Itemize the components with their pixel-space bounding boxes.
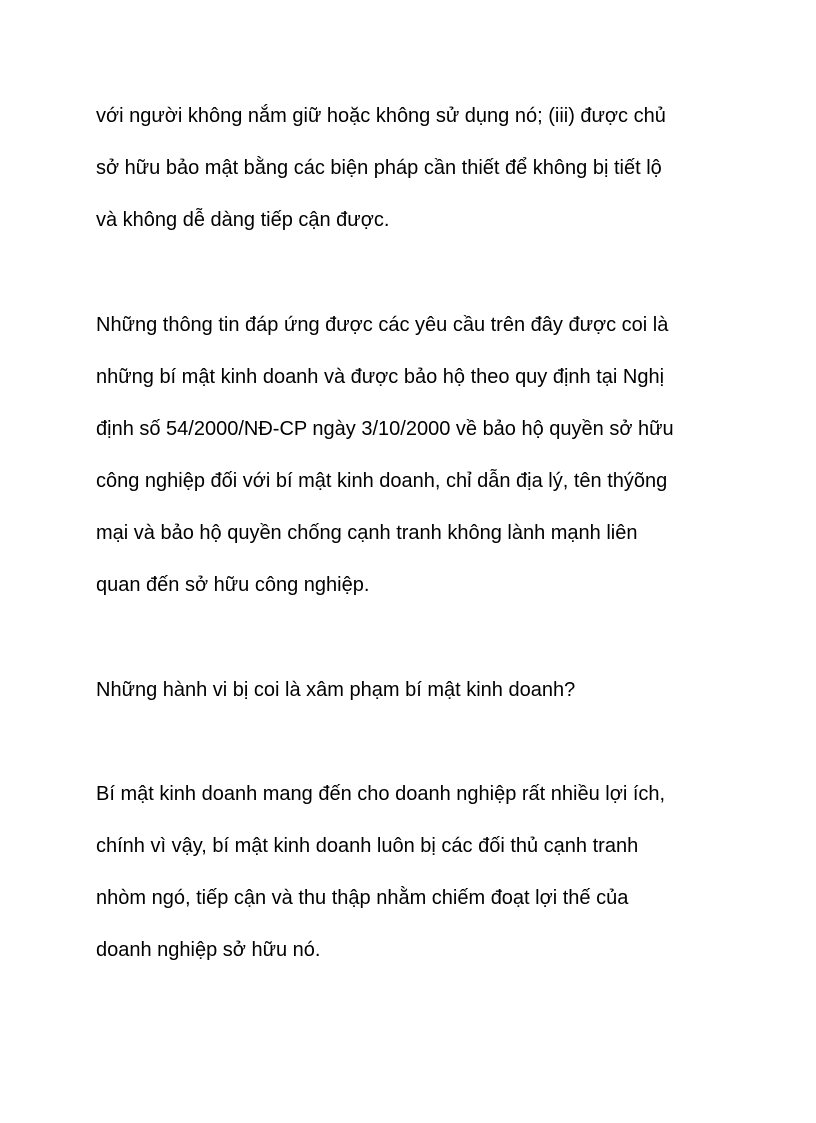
text-line: và không dễ dàng tiếp cận được. <box>96 209 390 231</box>
text-line: với người không nắm giữ hoặc không sử dụng nó; (iii) được chủ <box>96 105 666 127</box>
text-line: những bí mật kinh doanh và được bảo hộ theo quy định tại Nghị <box>96 366 665 388</box>
paragraph-3 <box>96 768 736 976</box>
text-line: Những hành vi bị coi là xâm phạm bí mật kinh doanh? <box>96 679 576 701</box>
text-line: doanh nghiệp sở hữu nó. <box>96 939 321 961</box>
text-line: công nghiệp đối với bí mật kinh doanh, chỉ dẫn địa lý, tên thýõng <box>96 470 668 492</box>
text-line: Những thông tin đáp ứng được các yêu cầu trên đây được coi là <box>96 314 669 336</box>
paragraph-2 <box>96 299 736 611</box>
text-line: định số 54/2000/NĐ-CP ngày 3/10/2000 về bảo hộ quyền sở hữu <box>96 418 674 440</box>
section-heading <box>96 664 736 716</box>
text-line: nhòm ngó, tiếp cận và thu thập nhằm chiếm đoạt lợi thế của <box>96 887 629 909</box>
text-line: quan đến sở hữu công nghiệp. <box>96 574 370 596</box>
text-line: sở hữu bảo mật bằng các biện pháp cần thiết để không bị tiết lộ <box>96 157 662 179</box>
paragraph-1 <box>96 90 736 246</box>
text-line: mại và bảo hộ quyền chống cạnh tranh không lành mạnh liên <box>96 522 638 544</box>
text-line: chính vì vậy, bí mật kinh doanh luôn bị các đối thủ cạnh tranh <box>96 835 639 857</box>
text-line: Bí mật kinh doanh mang đến cho doanh nghiệp rất nhiều lợi ích, <box>96 783 666 805</box>
